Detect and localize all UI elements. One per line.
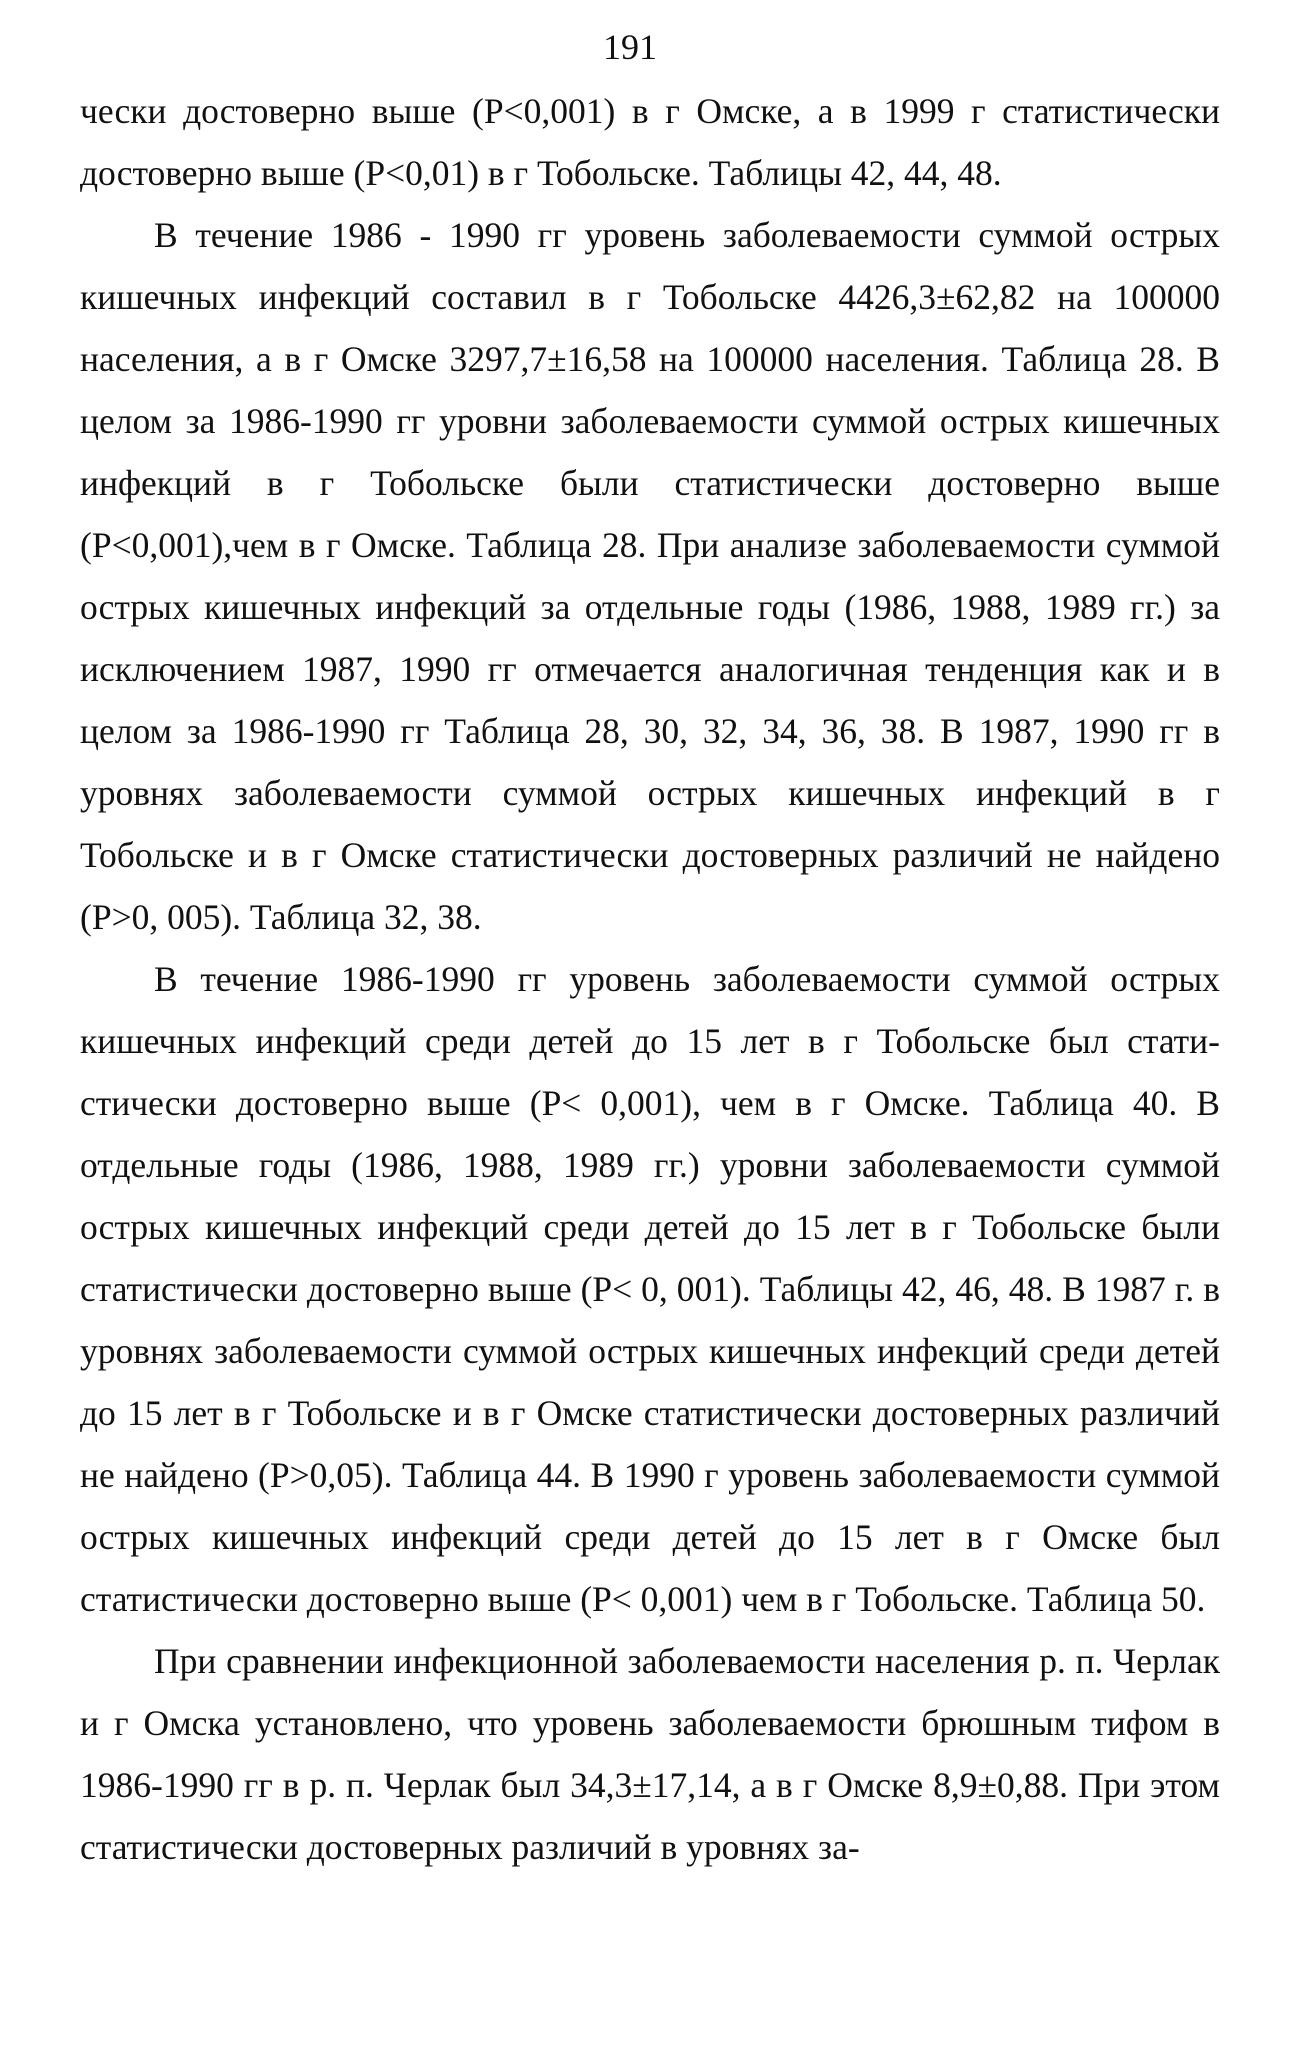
paragraph-2: В течение 1986 - 1990 гг уровень заболеваемости суммой острых кишечных инфекций составил в г Тобольске 4426,3±62,82 на 100000 населения, а в г Омске 3297,7±16,58 на 100000 населения. Таблица 28. В целом за 1986-1990 гг уровни заболеваемости суммой острых кишечных инфекций в г Тобольске были статистически достоверно выше (P<0,001),чем в г Омске. Таблица 28. При анализе заболеваемости суммой острых кишечных инфекций за отдельные годы (1986, 1988, 1989 гг.) за исключением 1987, 1990 гг отмечается аналогичная тенденция как и в целом за 1986-1990 гг Таблица 28, 30, 32, 34, 36, 38. В 1987, 1990 гг в уровнях заболеваемости суммой острых кишечных инфекций в г Тобольске и в г Омске статистически достоверных различий не найдено (P>0, 005). Таблица 32, 38. bbox=[80, 215, 1220, 937]
paragraph-4: При сравнении инфекционной заболеваемости населения р. п. Черлак и г Омска установлено, что уровень заболеваемости брюшным тифом в 1986-1990 гг в р. п. Черлак был 34,3±17,14, а в г Омске 8,9±0,88. При этом статистически достоверных различий в уровнях за- bbox=[80, 1641, 1220, 1867]
paragraph-1: чески достоверно выше (P<0,001) в г Омске, а в 1999 г статистически достоверно выше (P<0,01) в г Тобольске. Таблицы 42, 44, 48. bbox=[80, 91, 1220, 193]
page-number: 191 bbox=[603, 27, 657, 67]
paragraph-3: В течение 1986-1990 гг уровень заболеваемости суммой острых кишечных инфекций среди детей до 15 лет в г Тобольске был статистически достоверно выше (P< 0,001), чем в г Омске. Таблица 40. В отдельные годы (1986, 1988, 1989 гг.) уровни заболеваемости суммой острых кишечных инфекций среди детей до 15 лет в г Тобольске были статистически достоверно выше (P< 0, 001). Таблицы 42, 46, 48. В 1987 г. в уровнях заболеваемости суммой острых кишечных инфекций среди детей до 15 лет в г Тобольске и в г Омске статистически достоверных различий не найдено (P>0,05). Таблица 44. В 1990 г уровень заболеваемости суммой острых кишечных инфекций среди детей до 15 лет в г Омске был статистически достоверно выше (P< 0,001) чем в г Тобольске. Таблица 50. bbox=[80, 959, 1220, 1619]
body-text bbox=[80, 80, 1220, 1878]
